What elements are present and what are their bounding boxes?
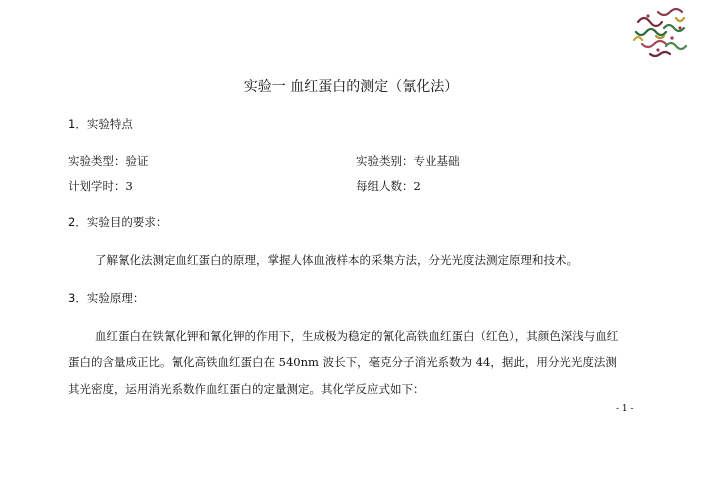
section-3-heading: 3．实验原理： — [68, 291, 145, 305]
protein-structure-logo — [628, 2, 694, 62]
section-2-heading: 2．实验目的要求： — [68, 215, 168, 229]
page-number: - 1 - — [616, 404, 634, 414]
experiment-category: 实验类别：专业基础 — [356, 154, 460, 168]
section-3-line-3: 其光密度，运用消光系数作血红蛋白的定量测定。其化学反应式如下： — [68, 382, 425, 396]
section-3-line-1: 血红蛋白在铁氰化钾和氰化钾的作用下，生成极为稳定的氰化高铁血红蛋白（红色），其颜色深浅与血红 — [95, 329, 619, 343]
section-3-line-2: 蛋白的含量成正比。氰化高铁血红蛋白在 540nm 波长下，毫克分子消光系数为 44，据此，用分光光度法测 — [68, 355, 617, 369]
experiment-type: 实验类型：验证 — [68, 154, 149, 168]
document-title: 实验一 血红蛋白的测定（氰化法） — [243, 79, 459, 95]
planned-hours: 计划学时：3 — [68, 179, 133, 193]
group-size: 每组人数：2 — [356, 179, 421, 193]
section-2-text: 了解氰化法测定血红蛋白的原理，掌握人体血液样本的采集方法，分光光度法测定原理和技术。 — [95, 253, 578, 267]
section-1-heading: 1．实验特点 — [68, 117, 133, 131]
